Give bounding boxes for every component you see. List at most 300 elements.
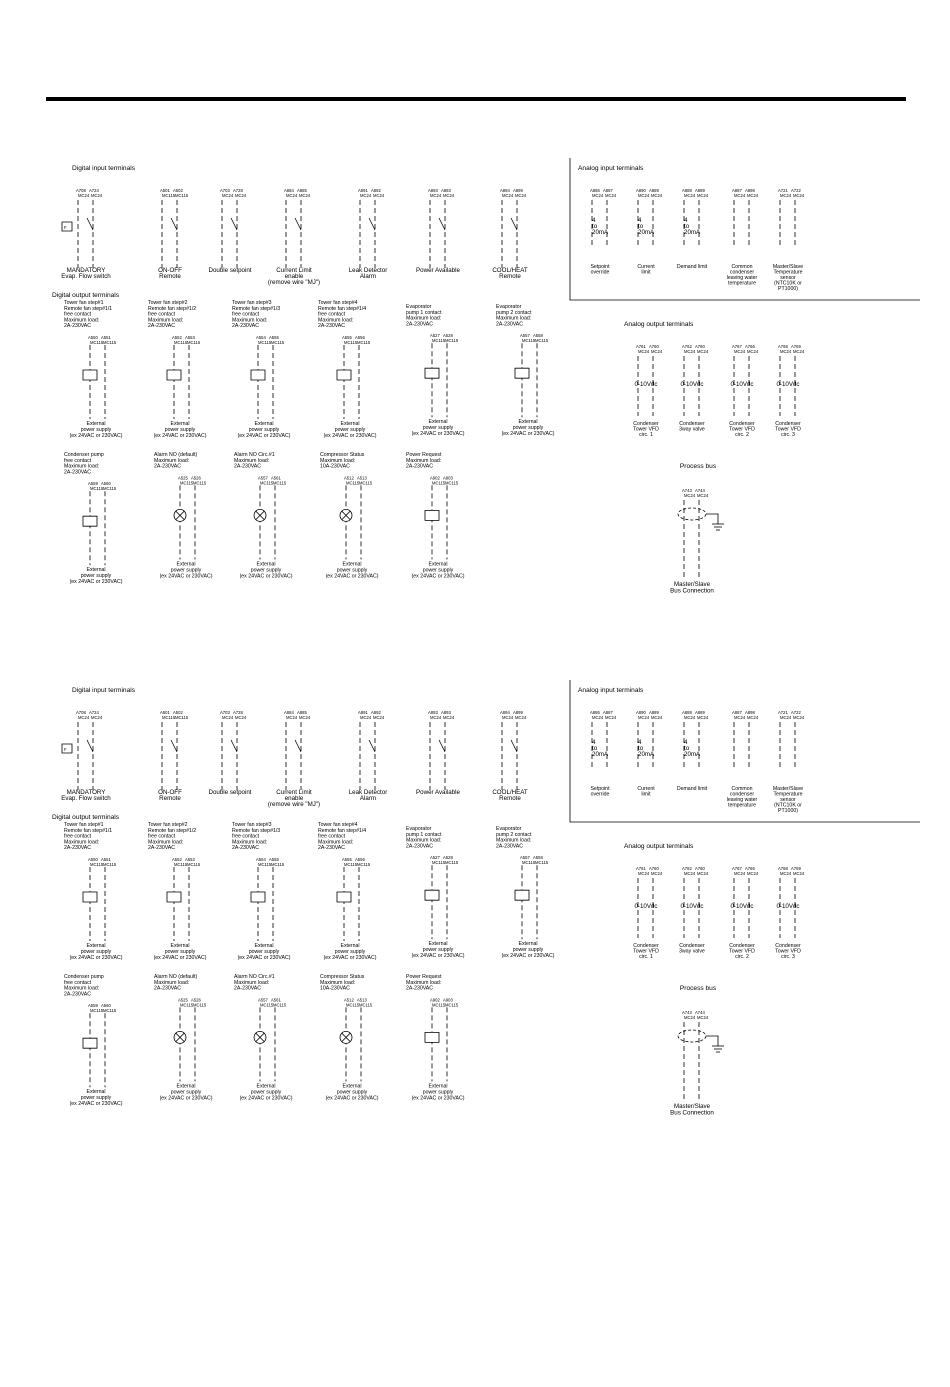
digital-output-label: (ex 24VAC or 230VAC) [501, 953, 555, 960]
digital-output-title: 2A-230VAC [496, 843, 524, 850]
analog-output-label: circ. 2 [735, 954, 749, 960]
digital-output-label: External [254, 421, 274, 427]
terminal-label: A527 [430, 333, 440, 339]
digital-output-9 [234, 452, 293, 579]
terminal-ref: MC24 [91, 715, 103, 720]
analog-input-signal: 4 [638, 739, 642, 746]
terminal-ref: MC24 [651, 871, 663, 876]
terminal-label: A551 [101, 335, 111, 340]
terminal-label: A528 [443, 333, 453, 339]
digital-output-title: Maximum load: [234, 979, 270, 986]
terminal-label: A556 [355, 335, 365, 340]
section-title-digital-outputs: Digital output terminals [52, 292, 120, 299]
digital-input-3 [209, 710, 252, 796]
digital-output-title: free contact [64, 979, 92, 986]
terminal-label: A760 [649, 866, 659, 871]
digital-input-label: COOL/HEAT [492, 789, 528, 796]
digital-output-title: Tower fan step#4 [318, 822, 358, 828]
analog-input-3 [677, 710, 709, 792]
process-bus-label: Bus Connection [670, 1109, 714, 1117]
terminal-ref: MC115 [90, 1008, 104, 1014]
terminal-ref: MC24 [502, 193, 514, 198]
digital-output-label: power supply [250, 567, 282, 574]
digital-input-label: Power Available [416, 267, 460, 274]
terminal-label: A760 [695, 866, 705, 871]
relay-coil [425, 368, 439, 378]
terminal-label: A528 [443, 855, 453, 861]
section-title-analog-outputs: Analog output terminals [624, 843, 694, 850]
terminal-label: A893 [428, 710, 438, 715]
terminal-ref: MC115 [522, 338, 536, 344]
digital-output-9 [234, 974, 293, 1101]
analog-input-label: temperature [728, 802, 756, 809]
analog-input-signal: 4 [684, 217, 688, 224]
terminal-ref: MC115 [359, 1002, 373, 1008]
cable-shield [678, 1030, 706, 1042]
terminal-ref: MC24 [747, 871, 759, 876]
switch-contact [295, 740, 301, 752]
relay-coil [167, 370, 181, 380]
terminal-ref: MC24 [638, 193, 650, 198]
terminal-label: A555 [269, 857, 279, 862]
analog-input-label: Demand limit [676, 264, 708, 270]
digital-output-label: power supply [164, 949, 196, 955]
terminal-label: A556 [355, 857, 365, 862]
terminal-ref: MC115 [260, 1002, 274, 1008]
switch-contact [171, 740, 177, 752]
digital-output-label: (ex 24VAC or 230VAC) [153, 955, 207, 961]
analog-output-label: Condenser [633, 421, 659, 427]
analog-output-label: circ. 3 [781, 432, 795, 438]
digital-output-title: Compressor Status [320, 974, 365, 980]
terminal-label: A558 [533, 333, 543, 339]
switch-contact [87, 218, 93, 230]
digital-output-label: (ex 24VAC or 230VAC) [69, 955, 123, 961]
terminal-label: A767 [732, 866, 742, 871]
terminal-ref: MC115 [90, 486, 104, 492]
terminal-ref: MC24 [222, 715, 234, 720]
digital-output-title: Maximum load: [232, 317, 268, 324]
digital-output-4 [318, 300, 377, 439]
digital-output-title: 2A-230VAC [496, 321, 524, 328]
digital-output-title: Tower fan step#1 [64, 300, 104, 306]
terminal-label: A893 [441, 710, 451, 715]
terminal-ref: MC24 [684, 493, 696, 498]
terminal-ref: MC24 [592, 715, 604, 720]
digital-output-title: 2A-230VAC [234, 463, 262, 470]
digital-output-label: (ex 24VAC or 230VAC) [325, 1095, 379, 1102]
section-title-analog-outputs: Analog output terminals [624, 321, 694, 328]
digital-input-7 [492, 710, 528, 802]
digital-output-title: 2A-230VAC [232, 323, 260, 330]
terminal-ref: MC115 [162, 193, 176, 198]
digital-output-title: 2A-230VAC [148, 845, 176, 852]
digital-output-label: power supply [80, 573, 112, 580]
analog-output-label: circ. 1 [639, 432, 653, 438]
digital-output-label: power supply [334, 949, 366, 955]
switch-contact [87, 740, 93, 752]
cable-shield [678, 508, 706, 520]
terminal-ref: MC24 [443, 715, 455, 720]
terminal-ref: MC115 [260, 480, 274, 486]
terminal-ref: MC115 [103, 862, 117, 867]
terminal-ref: MC115 [522, 860, 536, 866]
wiring-diagram-bottom [50, 672, 920, 1172]
analog-input-label: (NTC10K or [774, 280, 802, 287]
analog-input-label: limit [641, 269, 651, 276]
digital-output-title: Remote fan step#1/2 [148, 305, 197, 312]
terminal-ref: MC115 [174, 862, 188, 867]
digital-output-3 [232, 822, 291, 961]
digital-output-title: Remote fan step#1/1 [64, 827, 113, 834]
terminal-ref: MC115 [90, 862, 104, 867]
analog-input-label: Current [637, 264, 655, 270]
terminal-label: A898 [745, 188, 755, 193]
analog-input-signal: 20mA [592, 751, 609, 758]
relay-coil [251, 370, 265, 380]
digital-output-title: Compressor Status [320, 452, 365, 458]
ground-wire [706, 514, 718, 524]
terminal-ref: MC115 [432, 860, 446, 866]
analog-input-signal: 4 [592, 217, 596, 224]
analog-input-label: Master/Slave [772, 264, 804, 270]
digital-output-label: (ex 24VAC or 230VAC) [411, 573, 465, 580]
digital-input-label: enable [284, 273, 304, 280]
terminal-label: A550 [88, 335, 98, 340]
terminal-label: A888 [682, 188, 692, 193]
analog-output-label: Condenser [679, 943, 705, 949]
terminal-label: A744 [695, 488, 705, 493]
analog-output-label: Condenser [633, 943, 659, 949]
switch-contact [231, 218, 237, 230]
digital-input-2 [158, 710, 189, 802]
terminal-label: A887 [603, 710, 613, 715]
relay-coil [83, 370, 97, 380]
terminal-ref: MC24 [235, 193, 247, 198]
terminal-label: A708 [76, 188, 86, 193]
terminal-label: A743 [682, 1010, 692, 1015]
digital-output-title: Maximum load: [64, 317, 100, 324]
terminal-ref: MC115 [359, 480, 373, 486]
terminal-ref: MC24 [430, 715, 442, 720]
digital-output-title: Evaporator [496, 826, 522, 832]
section-title-process-bus: Process bus [679, 463, 717, 470]
switch-contact [511, 740, 517, 752]
analog-output-3 [729, 866, 759, 960]
terminal-ref: MC115 [346, 1002, 360, 1008]
terminal-label: A761 [636, 344, 646, 349]
digital-output-label: External [254, 943, 274, 949]
terminal-ref: MC24 [286, 193, 298, 198]
digital-input-6 [416, 710, 460, 796]
digital-output-label: External [342, 561, 362, 568]
digital-output-title: Maximum load: [406, 315, 442, 322]
digital-output-1 [64, 822, 123, 961]
section-title-process-bus: Process bus [679, 985, 717, 992]
digital-input-label: MANDATORY [66, 267, 106, 274]
terminal-ref: MC24 [684, 871, 696, 876]
relay-coil [167, 892, 181, 902]
terminal-label: A722 [791, 710, 801, 715]
terminal-label: A512 [344, 997, 354, 1003]
analog-output-label: Condenser [775, 943, 801, 949]
analog-input-1 [590, 710, 617, 798]
digital-output-label: (ex 24VAC or 230VAC) [239, 573, 293, 580]
analog-input-label: Setpoint [590, 264, 610, 270]
terminal-ref: MC115 [432, 480, 446, 486]
digital-input-label: Leak Detector [348, 267, 388, 274]
terminal-ref: MC24 [651, 349, 663, 354]
digital-output-7 [64, 452, 123, 585]
analog-input-2 [636, 188, 663, 276]
terminal-ref: MC24 [592, 193, 604, 198]
analog-input-4 [727, 188, 759, 287]
terminal-label: A728 [233, 188, 243, 193]
analog-output-label: 3way valve [679, 426, 705, 433]
analog-input-signal: 20mA [638, 751, 655, 758]
digital-output-label: External [176, 1083, 196, 1090]
terminal-label: A743 [682, 488, 692, 493]
digital-input-4 [268, 188, 320, 286]
digital-output-title: free contact [64, 311, 92, 318]
digital-output-label: External [256, 1083, 276, 1090]
terminal-label: A526 [191, 997, 201, 1003]
terminal-ref: MC24 [697, 493, 709, 498]
terminal-label: A769 [791, 344, 801, 349]
analog-output-signal: 0-10Vdc [776, 381, 800, 388]
terminal-ref: MC115 [346, 480, 360, 486]
relay-coil [425, 890, 439, 900]
analog-input-label: Setpoint [590, 786, 610, 792]
analog-input-label: Demand limit [676, 786, 708, 792]
terminal-ref: MC24 [286, 715, 298, 720]
digital-output-title: Maximum load: [64, 839, 100, 846]
digital-output-8 [154, 974, 213, 1101]
digital-output-label: power supply [512, 425, 544, 432]
analog-output-2 [679, 344, 709, 433]
digital-input-label: Double setpoint [208, 267, 252, 274]
digital-output-title: Maximum load: [232, 839, 268, 846]
relay-coil [83, 1038, 97, 1048]
terminal-label: A513 [357, 475, 367, 481]
terminal-label: A889 [695, 710, 705, 715]
terminal-ref: MC24 [793, 715, 805, 720]
analog-output-label: Tower VFD [729, 948, 755, 955]
analog-input-signal: to [684, 745, 690, 752]
analog-input-5 [773, 710, 805, 814]
digital-input-label: Remote [159, 273, 181, 280]
digital-output-label: External [170, 943, 190, 949]
digital-output-title: 2A-230VAC [154, 463, 182, 470]
digital-output-8 [154, 452, 213, 579]
process-bus-label: Master/Slave [673, 1103, 711, 1110]
digital-input-label: Remote [159, 795, 181, 802]
terminal-label: A512 [344, 475, 354, 481]
digital-input-4 [268, 710, 320, 808]
digital-output-5 [406, 826, 465, 959]
digital-output-label: External [340, 421, 360, 427]
terminal-label: A555 [342, 335, 352, 340]
analog-output-4 [775, 344, 805, 438]
digital-input-label: enable [284, 795, 304, 802]
digital-output-title: Maximum load: [234, 457, 270, 464]
terminal-ref: MC24 [638, 349, 650, 354]
terminal-ref: MC115 [357, 340, 371, 345]
ground-wire [706, 1036, 718, 1046]
terminal-label: A561 [271, 475, 281, 481]
digital-output-title: Maximum load: [148, 839, 184, 846]
digital-output-title: 2A-230VAC [406, 985, 434, 992]
terminal-ref: MC115 [535, 338, 549, 344]
terminal-label: A902 [430, 997, 440, 1003]
terminal-ref: MC24 [780, 193, 792, 198]
analog-output-label: circ. 3 [781, 954, 795, 960]
terminal-label: A888 [682, 710, 692, 715]
digital-input-label: MANDATORY [66, 789, 106, 796]
digital-input-label: Evap. Flow switch [61, 273, 111, 280]
digital-output-label: power supply [248, 427, 280, 433]
terminal-label: A894 [500, 188, 510, 193]
terminal-ref: MC24 [697, 871, 709, 876]
analog-input-label: condenser [729, 269, 755, 276]
digital-output-title: free contact [318, 833, 346, 840]
terminal-label: A894 [500, 710, 510, 715]
digital-output-title: pump 1 contact [406, 309, 442, 316]
terminal-label: A561 [271, 997, 281, 1003]
digital-output-title: 2A-230VAC [318, 323, 346, 330]
digital-output-title: Maximum load: [406, 837, 442, 844]
digital-output-label: External [86, 567, 106, 574]
terminal-label: A767 [732, 344, 742, 349]
digital-input-label: Alarm [359, 273, 377, 280]
analog-input-label: override [590, 791, 610, 798]
terminal-label: A766 [745, 344, 755, 349]
header-rule [46, 97, 906, 101]
terminal-label: A722 [791, 188, 801, 193]
terminal-label: A527 [430, 855, 440, 861]
terminal-label: A559 [88, 481, 98, 487]
digital-output-label: power supply [248, 949, 280, 955]
analog-output-label: Condenser [729, 943, 755, 949]
terminal-ref: MC115 [445, 860, 459, 866]
terminal-label: A762 [682, 344, 692, 349]
digital-output-label: External [86, 1089, 106, 1096]
terminal-ref: MC115 [103, 486, 117, 492]
digital-output-label: External [428, 561, 448, 568]
terminal-label: A891 [358, 188, 368, 193]
terminal-label: A554 [256, 857, 266, 862]
digital-output-title: Tower fan step#2 [148, 300, 188, 306]
switch-contact [439, 218, 445, 230]
terminal-label: A557 [520, 333, 530, 339]
terminal-label: A557 [258, 997, 268, 1003]
digital-output-label: power supply [164, 427, 196, 433]
terminal-label: A502 [173, 188, 183, 193]
flow-switch-symbol: F [64, 225, 67, 230]
terminal-label: A560 [101, 481, 111, 487]
relay-coil [425, 1032, 439, 1042]
digital-input-1 [61, 710, 111, 802]
digital-input-label: Remote [499, 795, 521, 802]
digital-output-title: Evaporator [406, 826, 432, 832]
terminal-label: A513 [357, 997, 367, 1003]
digital-input-label: Leak Detector [348, 789, 388, 796]
terminal-label: A885 [297, 710, 307, 715]
digital-output-title: Maximum load: [320, 457, 356, 464]
digital-output-label: External [428, 941, 448, 948]
terminal-label: A553 [185, 335, 195, 340]
terminal-ref: MC115 [271, 340, 285, 345]
digital-output-title: free contact [64, 457, 92, 464]
terminal-ref: MC115 [187, 340, 201, 345]
analog-input-signal: 4 [592, 739, 596, 746]
digital-output-label: (ex 24VAC or 230VAC) [159, 1095, 213, 1102]
terminal-label: A899 [513, 188, 523, 193]
digital-input-label: COOL/HEAT [492, 267, 528, 274]
analog-output-signal: 0-10Vdc [680, 903, 704, 910]
analog-input-4 [727, 710, 759, 809]
terminal-ref: MC24 [793, 193, 805, 198]
analog-input-label: leaving water [726, 275, 758, 281]
terminal-ref: MC115 [193, 1002, 207, 1008]
digital-output-title: Remote fan step#1/3 [232, 305, 281, 312]
analog-input-label: PT1000) [778, 808, 798, 814]
terminal-label: A887 [603, 188, 613, 193]
terminal-ref: MC115 [258, 340, 272, 345]
switch-contact [231, 740, 237, 752]
terminal-ref: MC115 [273, 1002, 287, 1008]
terminal-ref: MC115 [432, 338, 446, 344]
digital-output-title: pump 2 contact [496, 309, 532, 316]
terminal-ref: MC24 [222, 193, 234, 198]
digital-output-title: Maximum load: [154, 979, 190, 986]
section-title-analog-inputs: Analog input terminals [578, 687, 644, 694]
terminal-label: A892 [371, 710, 381, 715]
analog-input-label: Temperature [773, 791, 803, 798]
analog-input-label: PT1000) [778, 286, 798, 292]
switch-contact [295, 218, 301, 230]
terminal-ref: MC24 [443, 193, 455, 198]
digital-output-5 [406, 304, 465, 437]
digital-output-label: (ex 24VAC or 230VAC) [501, 431, 555, 438]
terminal-label: A724 [89, 188, 99, 193]
terminal-label: A768 [778, 344, 788, 349]
analog-input-signal: 20mA [592, 229, 609, 236]
digital-input-label: Double setpoint [208, 789, 252, 796]
digital-output-label: power supply [334, 427, 366, 433]
terminal-ref: MC115 [357, 862, 371, 867]
switch-contact [171, 218, 177, 230]
digital-output-title: Alarm NO (default) [154, 452, 198, 458]
terminal-label: A891 [358, 710, 368, 715]
digital-output-title: Alarm NO (default) [154, 974, 198, 980]
digital-input-1 [61, 188, 111, 280]
terminal-ref: MC24 [793, 871, 805, 876]
terminal-ref: MC24 [638, 871, 650, 876]
digital-output-title: Maximum load: [406, 979, 442, 986]
digital-output-label: External [176, 561, 196, 568]
terminal-label: A502 [173, 710, 183, 715]
analog-input-signal: 4 [684, 739, 688, 746]
terminal-label: A703 [220, 710, 230, 715]
terminal-label: A889 [649, 710, 659, 715]
digital-output-title: Maximum load: [64, 985, 100, 992]
digital-output-title: Alarm NO Circ.#1 [234, 974, 275, 980]
analog-output-label: Condenser [729, 421, 755, 427]
relay-coil [337, 370, 351, 380]
terminal-label: A760 [695, 344, 705, 349]
terminal-label: A554 [256, 335, 266, 340]
